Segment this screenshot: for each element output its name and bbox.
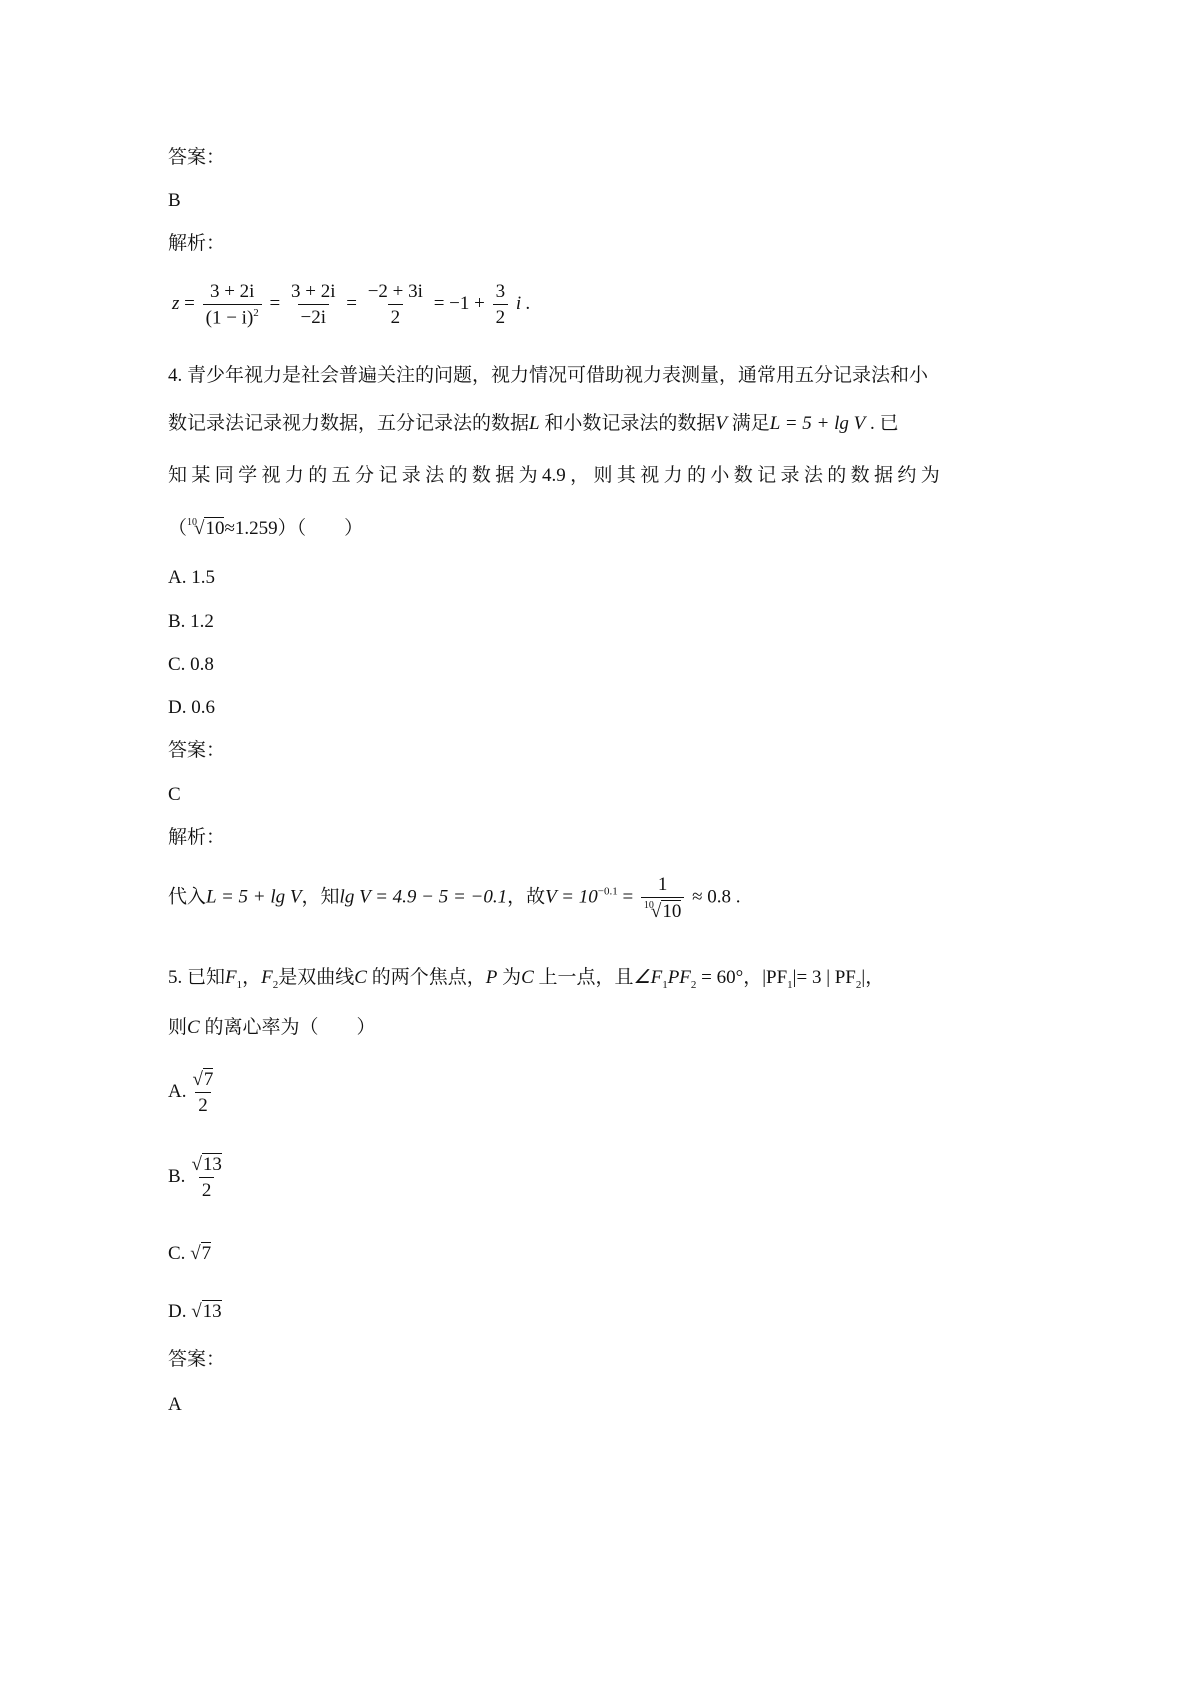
q4-line3-char: 五: [331, 465, 351, 486]
q5-line2: 则C 的离心率为（ ）: [168, 1017, 376, 1038]
q4-line3-char: 的: [448, 465, 468, 486]
q4-option-a: A. 1.5: [168, 567, 215, 588]
q4-option-d: D. 0.6: [168, 697, 215, 718]
answer-value: A: [168, 1394, 182, 1415]
q4-line1: 4. 青少年视力是社会普遍关注的问题，视力情况可借助视力表测量，通常用五分记录法和小: [168, 365, 929, 386]
analysis-label: 解析：: [168, 827, 226, 848]
answer-value: C: [168, 784, 181, 805]
q5-option-a: A. $\frac{√7}{2}$: [168, 1069, 214, 1116]
q4-line3-char: 的: [686, 465, 706, 486]
q4-line3-char: 录: [780, 465, 800, 486]
q4-line3-char: 数: [850, 465, 870, 486]
q4-line3-char: 学: [238, 465, 258, 486]
answer-label: 答案：: [168, 740, 226, 761]
q4-line3-char: 小: [710, 465, 730, 486]
analysis-label: 解析：: [168, 233, 226, 254]
q4-line3-char: 记: [757, 465, 777, 486]
q4-line4: （$^{10}$√10≈1.259）（ ）: [168, 517, 364, 539]
q4-line3-char: 的: [308, 465, 328, 486]
q4-line3-char: 录: [401, 465, 421, 486]
q4-line3-char: 视: [640, 465, 660, 486]
q4-line3-char: ，: [570, 465, 590, 486]
q4-analysis: 代入L = 5 + lg V，知lg V = 4.9 − 5 = −0.1，故$V = 10^{-0.1}$ = $\frac{1}{^{10}√10}$ ≈ 0.8 .: [168, 874, 741, 922]
q4-line3-char: 法: [803, 465, 823, 486]
q4-line3-char: 据: [873, 465, 893, 486]
q4-option-b: B. 1.2: [168, 611, 214, 632]
q4-line3-char: 力: [284, 465, 304, 486]
q4-line3-char: 同: [214, 465, 234, 486]
q4-line3-char: 据: [495, 465, 515, 486]
answer-value: B: [168, 190, 181, 211]
answer-label: 答案：: [168, 1349, 226, 1370]
q4-line3-char: 的: [827, 465, 847, 486]
q4-line3-char: 视: [261, 465, 281, 486]
q4-line3-char: 知: [168, 465, 188, 486]
q4-line3-char: 数: [471, 465, 491, 486]
q4-line2: 数记录法记录视力数据，五分记录法的数据L 和小数记录法的数据V 满足L = 5 + lg V . 已: [168, 413, 899, 434]
q5-line1: 5. 已知$F_1$，$F_2$是双曲线C 的两个焦点，P 为C 上一点，且$\angle F_1PF_2 = 60^\circ$，$|PF_1|= 3$ | $PF_2|$，: [168, 967, 885, 991]
q4-line3-char: 法: [425, 465, 445, 486]
q4-line3-char: 分: [355, 465, 375, 486]
q4-line3-char: 其: [616, 465, 636, 486]
q4-option-c: C. 0.8: [168, 654, 214, 675]
q4-line3-char: 记: [378, 465, 398, 486]
q5-option-d: D. √13: [168, 1301, 222, 1322]
answer-label: 答案：: [168, 147, 226, 168]
q4-line3: [168, 466, 940, 485]
q3-formula: z = $\frac{3 + 2i}{(1 - i)^2}$ = $\frac{3 + 2i}{-2i}$ = $\frac{-2 + 3i}{2}$ = −1 + $\frac{3}{2}$ i .: [172, 281, 531, 329]
q4-line3-char: 约: [897, 465, 917, 486]
q4-line3-char: 4.9: [542, 465, 566, 486]
q5-option-b: B. $\frac{√13}{2}$: [168, 1154, 222, 1201]
q4-line3-char: 数: [733, 465, 753, 486]
q4-line3-char: 为: [920, 465, 940, 486]
q4-line3-char: 某: [191, 465, 211, 486]
q5-option-c: C. √7: [168, 1243, 212, 1264]
q4-line3-char: 力: [663, 465, 683, 486]
q4-line3-char: 为: [518, 465, 538, 486]
q4-line3-char: 则: [593, 465, 613, 486]
